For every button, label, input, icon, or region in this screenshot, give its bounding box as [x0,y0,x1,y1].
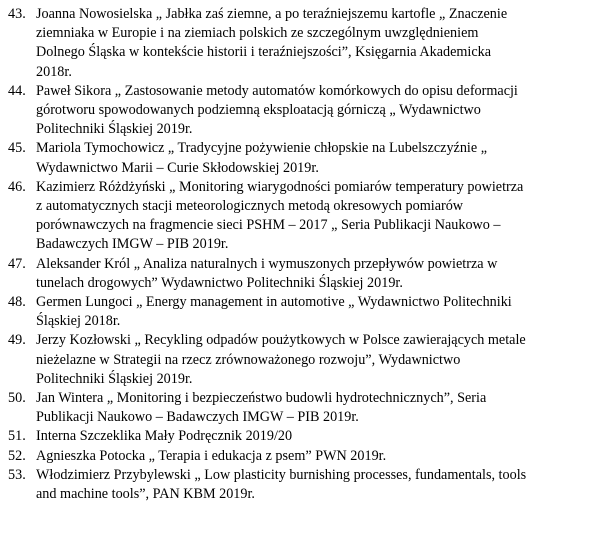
reference-line: nieżelazne w Strategii na rzecz zrównoważonego rozwoju”, Wydawnictwo [36,351,461,368]
reference-number: 46. [8,178,26,195]
reference-list [0,5,612,504]
reference-line: Śląskiej 2018r. [36,313,121,330]
reference-entry-49 [0,331,612,389]
reference-number: 51. [8,428,26,445]
reference-entry-51 [0,427,612,446]
reference-text [36,293,606,331]
reference-line: and machine tools”, PAN KBM 2019r. [36,486,255,503]
reference-line: Badawczych IMGW – PIB 2019r. [36,236,229,253]
reference-line: Politechniki Śląskiej 2019r. [36,370,193,387]
reference-entry-47 [0,255,612,293]
reference-line: Publikacji Naukowo – Badawczych IMGW – PIB 2019r. [36,409,359,426]
reference-entry-52 [0,447,612,466]
reference-line: tunelach drogowych” Wydawnictwo Politechniki Śląskiej 2019r. [36,274,403,291]
reference-line: Interna Szczeklika Mały Podręcznik 2019/20 [36,428,293,445]
reference-number: 47. [8,255,26,272]
reference-line: Jerzy Kozłowski „ Recykling odpadów poużytkowych w Polsce zawierających metale [36,332,526,349]
reference-entry-50 [0,389,612,427]
reference-entry-45 [0,139,612,177]
reference-number: 52. [8,447,26,464]
reference-text [36,427,606,446]
reference-entry-53 [0,466,612,504]
reference-number: 49. [8,332,26,349]
reference-line: Aleksander Król „ Analiza naturalnych i wymuszonych przepływów powietrza w [36,255,498,272]
reference-entry-43 [0,5,612,82]
reference-text [36,255,606,293]
reference-text [36,389,606,427]
reference-line: porównawczych na fragmencie sieci PSHM – 2017 „ Seria Publikacji Naukowo – [36,217,501,234]
reference-number: 45. [8,140,26,157]
reference-line: Paweł Sikora „ Zastosowanie metody automatów komórkowych do opisu deformacji [36,82,518,99]
reference-line: 2018r. [36,63,72,80]
reference-line: Jan Wintera „ Monitoring i bezpieczeństwo budowli hydrotechnicznych”, Seria [36,390,487,407]
reference-entry-46 [0,178,612,255]
reference-line: Kazimierz Różdżyński „ Monitoring wiarygodności pomiarów temperatury powietrza [36,178,524,195]
reference-line: ziemniaka w Europie i na ziemiach polskich ze szczególnym uwzględnieniem [36,25,479,42]
reference-number: 44. [8,82,26,99]
reference-line: górotworu spowodowanych podziemną eksploatacją górniczą „ Wydawnictwo [36,102,481,119]
reference-text [36,82,606,140]
reference-text [36,139,606,177]
reference-line: Dolnego Śląska w kontekście historii i teraźniejszości”, Księgarnia Akademicka [36,44,492,61]
reference-line: z automatycznych stacji meteorologicznych metodą okresowych pomiarów [36,198,464,215]
reference-number: 48. [8,294,26,311]
reference-number: 43. [8,6,26,22]
reference-line: Włodzimierz Przybylewski „ Low plasticity burnishing processes, fundamentals, tools [36,466,527,483]
reference-number: 53. [8,466,26,483]
reference-line: Agnieszka Potocka „ Terapia i edukacja z psem” PWN 2019r. [36,447,387,464]
reference-line: Joanna Nowosielska „ Jabłka zaś ziemne, a po teraźniejszemu kartofle „ Znaczenie [36,6,508,22]
reference-text [36,5,606,82]
reference-number: 50. [8,390,26,407]
reference-entry-48 [0,293,612,331]
reference-line: Politechniki Śląskiej 2019r. [36,121,193,138]
reference-text [36,447,606,466]
reference-line: Wydawnictwo Marii – Curie Skłodowskiej 2019r. [36,159,319,176]
reference-text [36,466,606,504]
reference-line: Germen Lungoci „ Energy management in automotive „ Wydawnictwo Politechniki [36,294,512,311]
reference-entry-44 [0,82,612,140]
reference-text [36,178,606,255]
reference-line: Mariola Tymochowicz „ Tradycyjne pożywienie chłopskie na Lubelszczyźnie „ [36,140,488,157]
reference-text [36,331,606,389]
